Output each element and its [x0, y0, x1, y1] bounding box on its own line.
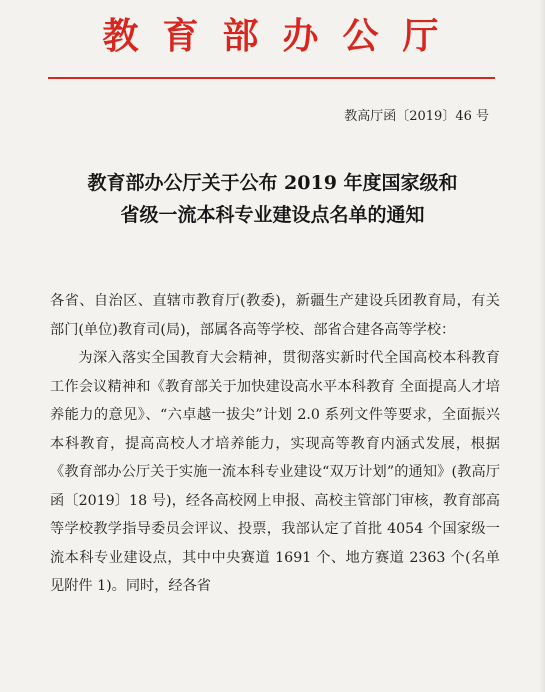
body-paragraph: 为深入落实全国教育大会精神，贯彻落实新时代全国高校本科教育工作会议精神和《教育部关于加快建设高水平本科教育 全面提高人才培养能力的意见》、“六卓越一拔尖”计划 2.0 系列文件等要求，全面振兴本科教育，提高高校人才培养能力，实现高等教育内涵式发展，根据《教育部办公厅关于实施一流本科专业建设“双万计划”的通知》(教高厅函〔2019〕18 号)，经各高校网上申报、高校主管部门审核，教育部高等学校教学指导委员会评议、投票，我部认定了首批 4054 个国家级一流本科专业建设点，其中中央赛道 1691 个、地方赛道 2363 个(名单见附件 1)。同时，经各省 [50, 350, 500, 594]
notice-title-line-1: 教育部办公厅关于公布 2019 年度国家级和 [87, 172, 458, 194]
salutation: 各省、自治区、直辖市教育厅(教委)，新疆生产建设兵团教育局，有关部门(单位)教育司(局)，部属各高等学校、部省合建各高等学校： [50, 293, 500, 338]
notice-title-line-2: 省级一流本科专业建设点名单的通知 [120, 204, 425, 226]
notice-title [0, 167, 545, 231]
red-header-rule [48, 77, 495, 79]
document-number: 教高厅函〔2019〕46 号 [344, 109, 489, 124]
page-edge-shadow [539, 0, 545, 692]
issuer-heading: 教育部办公厅 [102, 15, 463, 57]
document-body [50, 287, 500, 601]
